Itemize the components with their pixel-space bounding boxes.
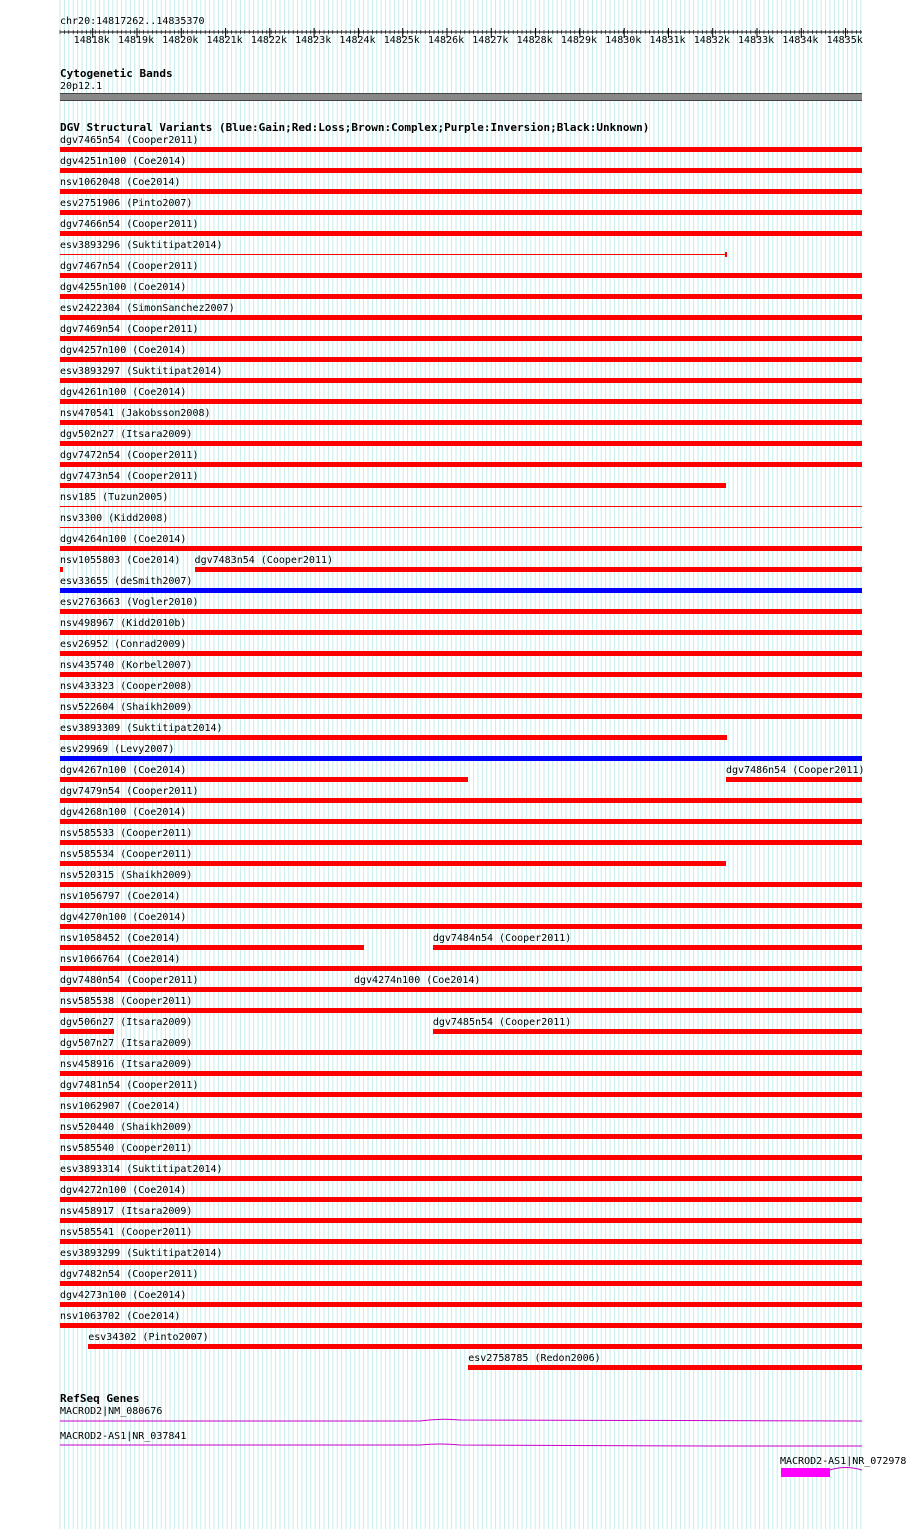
variant-loss-bar[interactable]: [60, 966, 862, 971]
variant-label: dgv4267n100 (Coe2014): [60, 765, 187, 776]
variant-loss-bar[interactable]: [60, 1323, 862, 1328]
variant-label: nsv585538 (Cooper2011): [60, 996, 193, 1007]
variant-loss-bar[interactable]: [60, 735, 727, 740]
ruler-tick-label: 14828k: [516, 35, 553, 46]
gene-label: MACROD2-AS1|NR_037841: [60, 1431, 187, 1442]
ruler-tick-label: 14831k: [649, 35, 686, 46]
variant-label: dgv7481n54 (Cooper2011): [60, 1080, 199, 1091]
location-label: chr20:14817262..14835370: [60, 16, 205, 27]
variant-label: dgv507n27 (Itsara2009): [60, 1038, 193, 1049]
variant-label: nsv433323 (Cooper2008): [60, 681, 193, 692]
variant-loss-bar[interactable]: [60, 254, 726, 255]
variant-loss-bar[interactable]: [60, 777, 468, 782]
variant-label: dgv7466n54 (Cooper2011): [60, 219, 199, 230]
variant-loss-bar[interactable]: [354, 987, 862, 992]
variant-label: dgv7480n54 (Cooper2011): [60, 975, 199, 986]
variant-loss-bar[interactable]: [726, 777, 862, 782]
variant-label: nsv498967 (Kidd2010b): [60, 618, 187, 629]
gene-intron-line: [830, 1464, 862, 1476]
variant-label: dgv4272n100 (Coe2014): [60, 1185, 187, 1196]
variant-label: esv33655 (deSmith2007): [60, 576, 193, 587]
variant-loss-bar[interactable]: [60, 483, 726, 488]
variant-label: nsv3300 (Kidd2008): [60, 513, 169, 524]
variant-loss-bar[interactable]: [60, 336, 862, 341]
ruler-tick-label: 14833k: [738, 35, 775, 46]
variant-loss-bar[interactable]: [60, 1113, 862, 1118]
ruler-tick-label: 14830k: [605, 35, 642, 46]
variant-loss-bar[interactable]: [60, 945, 364, 950]
variant-label: dgv502n27 (Itsara2009): [60, 429, 193, 440]
variant-gain-bar[interactable]: [60, 756, 862, 761]
variant-label: esv2751906 (Pinto2007): [60, 198, 193, 209]
variant-loss-bar[interactable]: [433, 1029, 862, 1034]
variant-label: esv3893297 (Suktitipat2014): [60, 366, 223, 377]
variant-loss-bar[interactable]: [60, 294, 862, 299]
variant-loss-bar[interactable]: [60, 1029, 114, 1034]
variant-loss-bar[interactable]: [60, 1281, 862, 1286]
variant-label: esv26952 (Conrad2009): [60, 639, 187, 650]
ruler-tick-label: 14827k: [472, 35, 509, 46]
variant-label: dgv4273n100 (Coe2014): [60, 1290, 187, 1301]
ruler-tick-label: 14825k: [383, 35, 420, 46]
variant-loss-bar[interactable]: [60, 420, 862, 425]
gene-exon[interactable]: [781, 1468, 830, 1477]
variant-loss-bar[interactable]: [60, 168, 862, 173]
variant-label: esv2422304 (SimonSanchez2007): [60, 303, 235, 314]
variant-loss-bar[interactable]: [60, 273, 862, 278]
variant-label: dgv7483n54 (Cooper2011): [194, 555, 334, 566]
variant-loss-bar[interactable]: [60, 1302, 862, 1307]
variant-label: nsv185 (Tuzun2005): [60, 492, 169, 503]
variant-loss-bar[interactable]: [60, 399, 862, 404]
variant-loss-bar[interactable]: [60, 1239, 862, 1244]
variant-label: dgv4261n100 (Coe2014): [60, 387, 187, 398]
variant-label: dgv7472n54 (Cooper2011): [60, 450, 199, 461]
variant-label: nsv585534 (Cooper2011): [60, 849, 193, 860]
variant-label: nsv585540 (Cooper2011): [60, 1143, 193, 1154]
variant-label: nsv1062048 (Coe2014): [60, 177, 181, 188]
variant-loss-bar[interactable]: [60, 1155, 862, 1160]
variant-loss-bar[interactable]: [60, 231, 862, 236]
variant-label: nsv435740 (Korbel2007): [60, 660, 193, 671]
variant-label: dgv4274n100 (Coe2014): [353, 975, 481, 986]
variant-label: nsv1062907 (Coe2014): [60, 1101, 181, 1112]
variant-loss-bar[interactable]: [60, 693, 862, 698]
variant-label: dgv4257n100 (Coe2014): [60, 345, 187, 356]
variant-loss-bar[interactable]: [60, 798, 862, 803]
variant-loss-bar[interactable]: [60, 1218, 862, 1223]
variant-label: dgv7469n54 (Cooper2011): [60, 324, 199, 335]
variant-label: esv29969 (Levy2007): [60, 744, 175, 755]
ruler-tick-label: 14826k: [428, 35, 465, 46]
variant-label: esv3893309 (Suktitipat2014): [60, 723, 223, 734]
variant-label: esv34302 (Pinto2007): [88, 1332, 209, 1343]
variant-loss-bar[interactable]: [60, 147, 862, 152]
variant-loss-bar[interactable]: [60, 315, 862, 320]
gene-feature-macrod2-as1[interactable]: [60, 1442, 862, 1450]
variant-loss-bar[interactable]: [60, 1134, 862, 1139]
variant-label: dgv4255n100 (Coe2014): [60, 282, 187, 293]
variant-loss-bar[interactable]: [468, 1365, 862, 1370]
variant-label: dgv7479n54 (Cooper2011): [60, 786, 199, 797]
variant-label: nsv520440 (Shaikh2009): [60, 1122, 193, 1133]
variant-label: nsv585533 (Cooper2011): [60, 828, 193, 839]
variant-label: nsv520315 (Shaikh2009): [60, 870, 193, 881]
variant-label: esv3893296 (Suktitipat2014): [60, 240, 223, 251]
variant-label: nsv458917 (Itsara2009): [60, 1206, 193, 1217]
ruler-tick-label: 14835k: [826, 35, 863, 46]
variant-loss-bar[interactable]: [60, 609, 862, 614]
variant-loss-bar[interactable]: [60, 527, 862, 528]
cytoband-band-label: 20p12.1: [60, 81, 103, 92]
ruler-tick-label: 14820k: [162, 35, 199, 46]
gene-label: MACROD2-AS1|NR_072978: [780, 1456, 906, 1467]
variant-loss-bar[interactable]: [60, 1071, 862, 1076]
variant-loss-bar[interactable]: [60, 987, 354, 992]
refseq-track-title: RefSeq Genes: [60, 1392, 140, 1405]
variant-loss-bar[interactable]: [60, 462, 862, 467]
variant-loss-bar[interactable]: [60, 189, 862, 194]
variant-label: nsv1056797 (Coe2014): [60, 891, 181, 902]
variant-loss-bar[interactable]: [60, 882, 862, 887]
variant-label: dgv4251n100 (Coe2014): [60, 156, 187, 167]
variant-loss-bar[interactable]: [60, 630, 862, 635]
variant-loss-bar[interactable]: [60, 840, 862, 845]
variant-label: nsv1055803 (Coe2014): [60, 555, 181, 566]
variant-loss-bar[interactable]: [60, 714, 862, 719]
ruler-tick-label: 14822k: [250, 35, 287, 46]
variant-loss-bar[interactable]: [60, 1050, 862, 1055]
variant-loss-bar[interactable]: [60, 1092, 862, 1097]
variant-loss-bar[interactable]: [60, 672, 862, 677]
variant-loss-bar[interactable]: [433, 945, 862, 950]
ruler-tick-label: 14834k: [782, 35, 819, 46]
variant-label: dgv7485n54 (Cooper2011): [432, 1017, 572, 1028]
variant-loss-bar[interactable]: [60, 903, 862, 908]
variant-loss-bar[interactable]: [60, 1260, 862, 1265]
variant-loss-bar[interactable]: [60, 441, 862, 446]
variant-label: dgv7473n54 (Cooper2011): [60, 471, 199, 482]
variant-loss-bar[interactable]: [60, 1176, 862, 1181]
variant-label: dgv7486n54 (Cooper2011): [726, 765, 865, 776]
gene-feature-macrod2[interactable]: [60, 1417, 862, 1425]
variant-label: esv3893299 (Suktitipat2014): [60, 1248, 223, 1259]
variant-label: dgv4264n100 (Coe2014): [60, 534, 187, 545]
dgv-track-title: DGV Structural Variants (Blue:Gain;Red:Loss;Brown:Complex;Purple:Inversion;Black:Unknown): [60, 121, 650, 134]
variant-loss-bar[interactable]: [60, 1008, 862, 1013]
variant-label: nsv522604 (Shaikh2009): [60, 702, 193, 713]
variant-loss-bar[interactable]: [60, 861, 726, 866]
variant-loss-bar[interactable]: [60, 819, 862, 824]
ruler-tick-label: 14829k: [560, 35, 597, 46]
ruler-tick-label: 14821k: [206, 35, 243, 46]
cytoband-bar[interactable]: [60, 93, 862, 101]
variant-label: dgv506n27 (Itsara2009): [60, 1017, 193, 1028]
ruler-tick-label: 14819k: [117, 35, 155, 46]
gene-label: MACROD2|NM_080676: [60, 1406, 163, 1417]
variant-label: dgv7482n54 (Cooper2011): [60, 1269, 199, 1280]
variant-loss-bar[interactable]: [60, 924, 862, 929]
variant-label: nsv1058452 (Coe2014): [60, 933, 181, 944]
variant-loss-bar[interactable]: [60, 210, 862, 215]
variant-loss-bar[interactable]: [60, 506, 862, 507]
variant-loss-bar[interactable]: [60, 1197, 862, 1202]
variant-label: nsv470541 (Jakobsson2008): [60, 408, 211, 419]
variant-label: dgv4270n100 (Coe2014): [60, 912, 187, 923]
variant-label: dgv7465n54 (Cooper2011): [60, 135, 199, 146]
ruler-tick-label: 14832k: [693, 35, 730, 46]
variant-label: nsv1066764 (Coe2014): [60, 954, 181, 965]
variant-label: nsv1063702 (Coe2014): [60, 1311, 181, 1322]
variant-label: nsv458916 (Itsara2009): [60, 1059, 193, 1070]
variant-label: dgv7467n54 (Cooper2011): [60, 261, 199, 272]
variant-loss-bar[interactable]: [60, 357, 862, 362]
variant-loss-bar[interactable]: [88, 1344, 862, 1349]
variant-loss-bar[interactable]: [60, 567, 63, 572]
variant-end-cap: [725, 252, 727, 257]
variant-label: esv3893314 (Suktitipat2014): [60, 1164, 223, 1175]
cytoband-title: Cytogenetic Bands: [60, 67, 173, 80]
variant-loss-bar[interactable]: [60, 546, 862, 551]
ruler-tick-label: 14824k: [339, 35, 376, 46]
variant-loss-bar[interactable]: [60, 651, 862, 656]
variant-loss-bar[interactable]: [195, 567, 862, 572]
variant-label: dgv7484n54 (Cooper2011): [432, 933, 572, 944]
variant-label: esv2763663 (Vogler2010): [60, 597, 199, 608]
variant-loss-bar[interactable]: [60, 378, 862, 383]
variant-label: dgv4268n100 (Coe2014): [60, 807, 187, 818]
variant-label: esv2758785 (Redon2006): [468, 1353, 601, 1364]
variant-gain-bar[interactable]: [60, 588, 862, 593]
ruler-tick-label: 14823k: [295, 35, 332, 46]
variant-label: nsv585541 (Cooper2011): [60, 1227, 193, 1238]
ruler-tick-label: 14818k: [73, 35, 110, 46]
